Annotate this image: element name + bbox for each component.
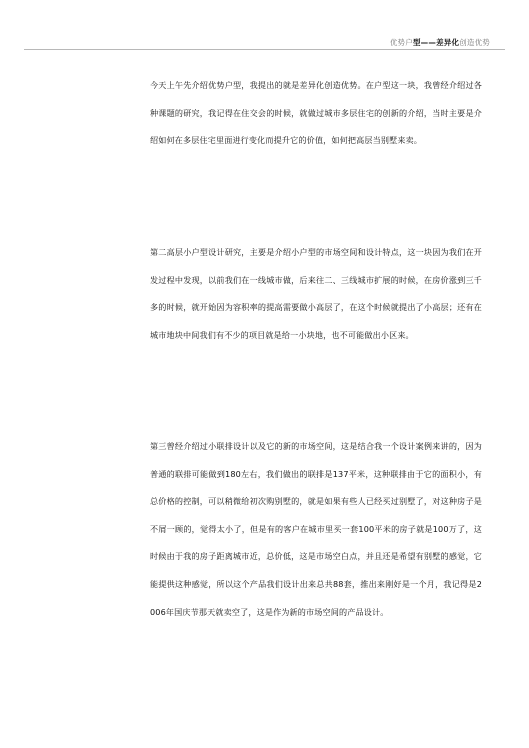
header-text-mid1: 型 [412, 38, 421, 47]
header-text-pre: 优势户 [389, 38, 413, 47]
header-rule [24, 49, 505, 50]
body-paragraph-1: 今天上午先介绍优势户型，我提出的就是差异化创造优势。在户型这一块，我曾经介绍过各种课题的研究，我记得在住交会的时候，就做过城市多层住宅的创新的介绍，当时主要是介绍如何在多层住宅里面进行变化而提升它的价值，如何把高层当别墅来卖。 [150, 80, 482, 146]
header-text-post: 创造优势 [459, 38, 490, 47]
running-header [390, 37, 490, 48]
body-paragraph-2: 第二高层小户型设计研究，主要是介绍小户型的市场空间和设计特点，这一块因为我们在开发过程中发现，以前我们在一线城市做，后来往二、三线城市扩展的时候，在房价涨到三千多的时候，就开始因为容积率的提高需要做小高层了，在这个时候就提出了小高层；还有在城市地块中间我们有不少的项目就是给一小块地，也不可能做出小区来。 [150, 247, 482, 340]
header-dash: —— [420, 38, 437, 47]
body-paragraph-3: 第三曾经介绍过小联排设计以及它的新的市场空间，这是结合我一个设计案例来讲的，因为普通的联排可能做到180左右，我们做出的联排是137平米，这种联排由于它的面积小，有总价格的控制，可以稍微给初次购别墅的，就是如果有些人已经买过别墅了，对这种房子是不屑一顾的，觉得太小了，但是有的客户在城市里买一套100平米的房子就是100万了，这时候由于我的房子距离城市近，总价低，这是市场空白点，并且还是希望有别墅的感觉，它能提供这种感觉，所以这个产品我们设计出来总共88套，推出来刚好是一个月，我记得是2006年国庆节那天就卖空了，这是作为新的市场空间的产品设计。 [150, 441, 482, 617]
header-text-mid2: 差异化 [436, 38, 460, 47]
